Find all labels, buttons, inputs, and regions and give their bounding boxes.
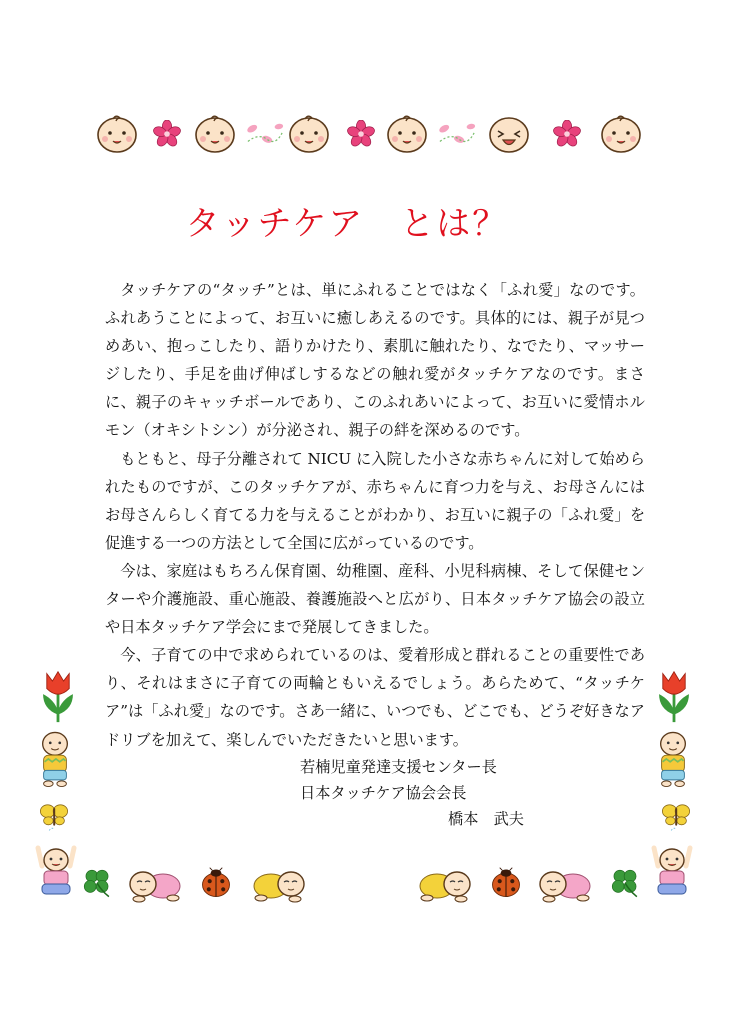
baby-standing-icon <box>654 730 692 788</box>
ladybug-icon <box>198 866 234 900</box>
sakura-icon <box>346 120 376 148</box>
petals-icon <box>246 123 284 144</box>
body-text <box>105 276 645 754</box>
tulip-icon <box>38 668 78 724</box>
baby-face-icon <box>196 116 234 152</box>
sakura-icon <box>552 120 582 148</box>
top-decorative-border <box>95 112 655 160</box>
petals-icon <box>438 123 476 144</box>
baby-arms-up-icon <box>650 842 694 898</box>
sakura-icon <box>152 120 182 148</box>
baby-standing-icon <box>36 730 74 788</box>
crawling-baby-icon <box>124 864 186 904</box>
crawling-baby-icon <box>534 864 596 904</box>
baby-face-icon <box>388 116 426 152</box>
paragraph: もともと、母子分離されて NICU に入院した小さな赤ちゃんに対して始められたものですが、このタッチケアが、赤ちゃんに育つ力を与え、お母さんにはお母さんらしく育てる力を与えることがわかり、お互いに親子の「ふれ愛」を促進する一つの方法として全国に広がっているのです。 <box>105 449 645 552</box>
paragraph: 今、子育ての中で求められているのは、愛着形成と群れることの重要性であり、それはまさに子育ての両輪ともいえるでしょう。あらためて、“タッチケア”は「ふれ愛」なのです。さあ一緒に、いつでも、どこでも、どうぞ好きなアドリブを加えて、楽しんでいただきたいと思います。 <box>105 646 645 749</box>
signature-title-2: 日本タッチケア協会会長 <box>300 784 467 802</box>
paragraph: タッチケアの“タッチ”とは、単にふれることではなく「ふれ愛」なのです。ふれあうことによって、お互いに癒しあえるのです。具体的には、親子が見つめあい、抱っこしたり、語りかけたり、素肌に触れたり、なでたり、マッサージしたり、手足を曲げ伸ばしするなどの触れ愛がタッチケアなのです。まさに、親子のキャッチボールであり、このふれあいによって、お互いに愛情ホルモン（オキシトシン）が分泌され、親子の絆を深めるのです。 <box>105 281 645 440</box>
crawling-baby-icon <box>414 864 476 904</box>
baby-face-icon <box>602 116 640 152</box>
butterfly-icon <box>38 798 70 834</box>
paragraph: 今は、家庭はもちろん保育園、幼稚園、産科、小児科病棟、そして保健センターや介護施設、重心施設、養護施設へと広がり、日本タッチケア協会の設立や日本タッチケア学会にまで発展してきました。 <box>105 561 645 637</box>
butterfly-icon <box>660 798 692 834</box>
baby-face-icon <box>98 116 136 152</box>
signature-name: 橋本 武夫 <box>448 810 524 828</box>
baby-arms-up-icon <box>34 842 78 898</box>
signature-title-1: 若楠児童発達支援センター長 <box>300 758 497 776</box>
page-title <box>0 196 754 245</box>
clover-icon <box>608 866 642 900</box>
baby-face-icon <box>290 116 328 152</box>
laughing-baby-face-icon <box>490 118 528 152</box>
title-text: タッチケア とは？ <box>185 204 509 244</box>
signature-block <box>300 754 524 832</box>
ladybug-icon <box>488 866 524 900</box>
tulip-icon <box>654 668 694 724</box>
crawling-baby-icon <box>248 864 310 904</box>
clover-icon <box>80 866 114 900</box>
